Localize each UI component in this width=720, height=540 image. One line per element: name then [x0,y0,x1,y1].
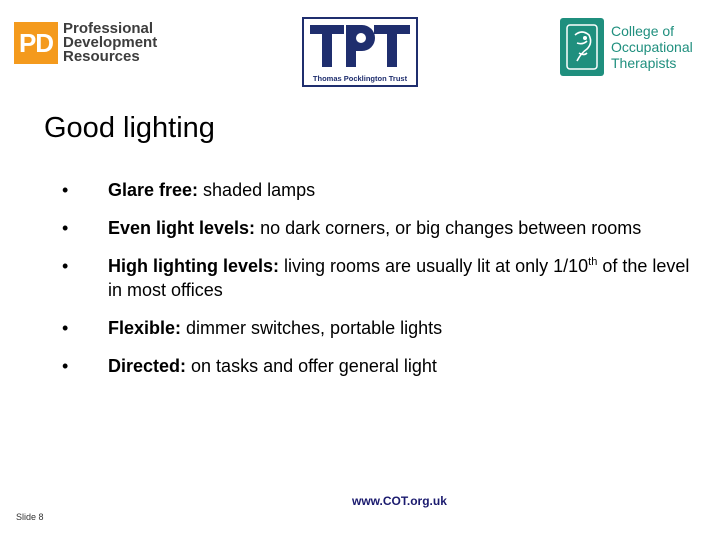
bullet-dot-icon: • [62,318,69,338]
pd-logo-text [63,22,157,64]
slide-title: Good lighting [44,112,215,144]
slide-number: Slide 8 [16,512,44,522]
bullet-text: shaded lamps [198,180,316,200]
bullet-text: on tasks and offer general light [186,356,437,376]
bullet-list [62,178,692,378]
bullet-item [62,354,692,378]
tpt-mark-icon [304,19,416,73]
website-link[interactable]: www.COT.org.uk [352,494,447,508]
bullet-label: High lighting levels: [108,256,280,276]
bullet-item [62,316,692,340]
pd-logo [14,20,157,66]
bullet-text: living rooms are usually lit at only 1/10 [279,256,589,276]
cot-logo-line: College of [611,23,675,39]
bullet-item [62,216,692,240]
bullet-text: no dark corners, or big changes between rooms [255,218,642,238]
bullet-dot-icon: • [62,218,69,238]
pd-logo-line: Resources [63,48,140,65]
bullet-label: Even light levels: [108,218,256,238]
bullet-dot-icon: • [62,356,69,376]
bullet-dot-icon: • [62,180,69,200]
cot-logo-text [611,23,693,71]
cot-logo-line: Therapists [611,55,677,71]
pd-logo-line: Professional [63,20,154,37]
bullet-text-after: of the level in most offices [108,256,690,300]
tpt-logo [302,17,418,87]
cot-emblem-icon [560,18,604,76]
pd-badge: PD [14,22,58,64]
bullet-superscript: th [588,256,598,268]
bullet-label: Directed: [108,356,187,376]
tpt-caption: Thomas Pocklington Trust [312,74,408,83]
bullet-label: Glare free: [108,180,199,200]
pd-logo-line: Development [63,34,158,51]
bullet-text: dimmer switches, portable lights [181,318,443,338]
bullet-dot-icon: • [62,256,69,276]
bullet-item [62,254,692,302]
bullet-item [62,178,692,202]
cot-logo [560,18,693,76]
bullet-label: Flexible: [108,318,182,338]
cot-logo-line: Occupational [611,39,693,55]
